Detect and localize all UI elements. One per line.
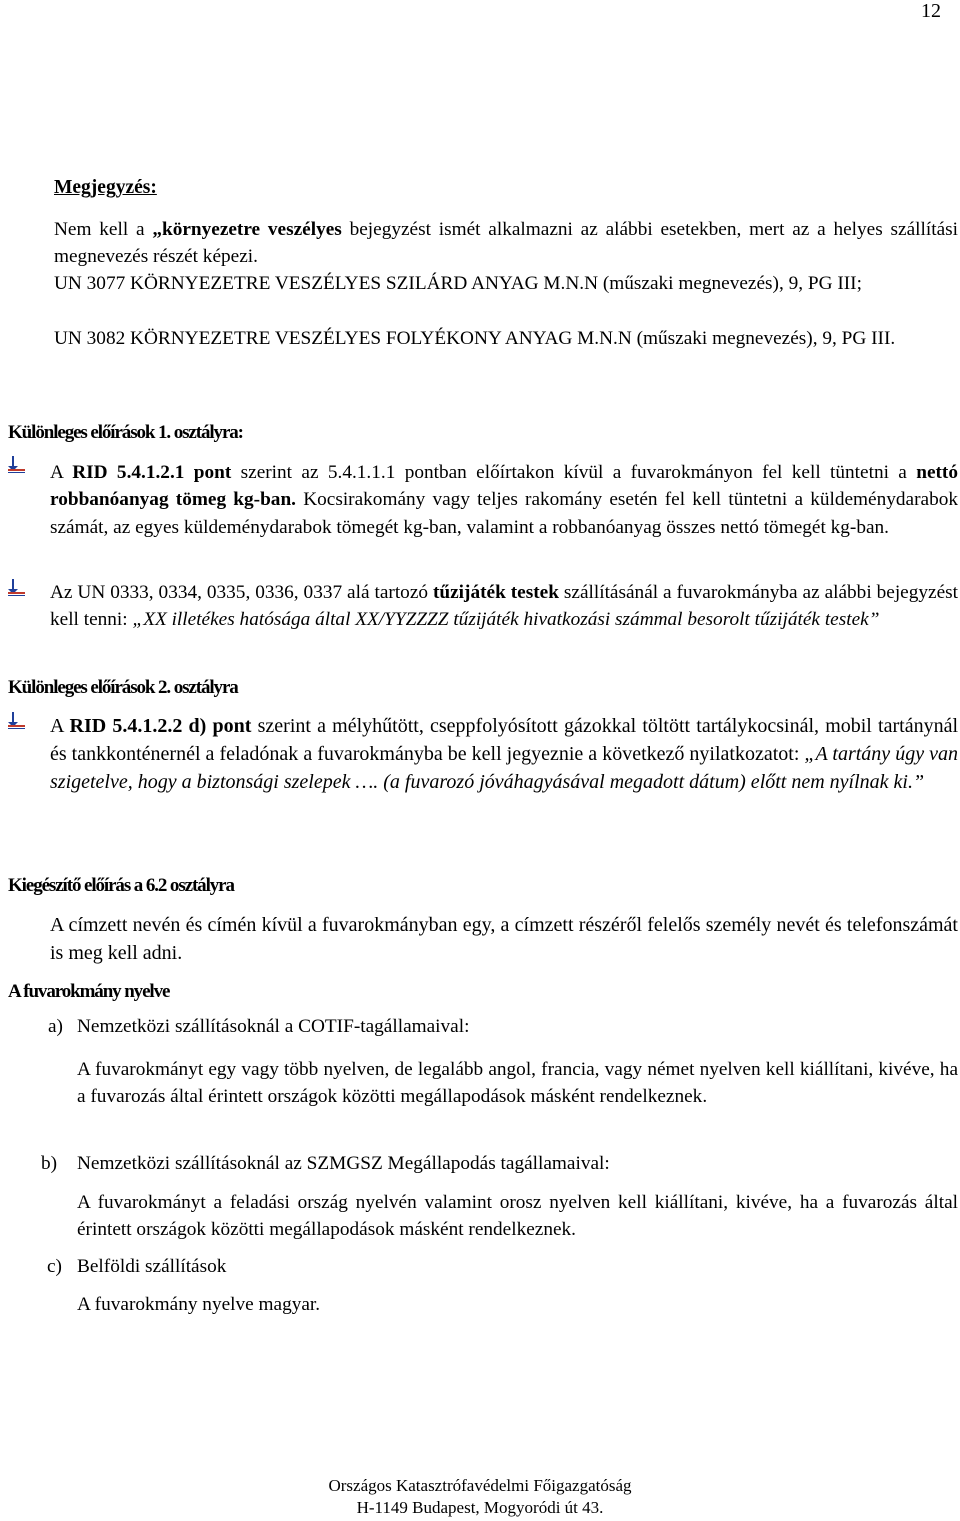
footer-address: H-1149 Budapest, Mogyoródi út 43.: [356, 1498, 604, 1517]
text: szállításánál a fuvarokmányba az alábbi bejegyzést kell tenni:: [50, 582, 959, 631]
section-title-language: A fuvarokmány nyelve: [8, 981, 170, 1002]
text: Az UN 0333, 0334, 0335, 0336, 0337 alá tartozó: [50, 582, 433, 603]
net-mass-emphasis: nettó robbanóanyag tömeg kg-ban.: [50, 462, 958, 511]
text: szerint az 5.4.1.1.1 pontban előírtakon kívül a fuvarokmányon fel kell tüntetni a: [231, 462, 917, 483]
list-label-b: b): [41, 1153, 58, 1174]
list-item-title-c: Belföldi szállítások: [77, 1256, 227, 1277]
required-entry-text: „XX illetékes hatósága által XX/YYZZZZ tűzijáték hivatkozási számmal besorolt tűzijáték testek”: [132, 609, 880, 631]
list-item-text-a: A fuvarokmányt egy vagy több nyelven, de legalább angol, francia, vagy német nyelven kell kiállítani, kivéve, ha a fuvarozás által érintett országok közötti megállapodások másként rendelkeznek.: [77, 1059, 958, 1108]
note-text-start: Nem kell a: [54, 219, 153, 240]
section-title-class1: Különleges előírások 1. osztályra:: [8, 422, 243, 443]
class1-bullet-2: [50, 579, 958, 634]
arrow-bullet-icon: [8, 456, 25, 473]
list-label-c: c): [47, 1256, 62, 1277]
class2-bullet-1: [50, 712, 958, 796]
note-paragraph: [54, 216, 958, 271]
fireworks-emphasis: tűzijáték testek: [432, 582, 559, 603]
note-un3082: UN 3082 KÖRNYEZETRE VESZÉLYES FOLYÉKONY ANYAG M.N.N (műszaki megnevezés), 9, PG III.: [54, 328, 896, 349]
note-un3077: UN 3077 KÖRNYEZETRE VESZÉLYES SZILÁRD ANYAG M.N.N (műszaki megnevezés), 9, PG III;: [54, 273, 862, 294]
declaration-text: „A tartány úgy van szigetelve, hogy a biztonsági szelepek …. (a fuvarozó jóváhagyásával megadott dátum) előtt nem nyílnak ki.”: [50, 743, 958, 793]
list-item-title-a: Nemzetközi szállításoknál a COTIF-tagállamaival:: [77, 1016, 470, 1037]
list-label-a: a): [48, 1016, 63, 1037]
list-item-text-c: A fuvarokmány nyelve magyar.: [77, 1294, 321, 1315]
text: Kocsirakomány vagy teljes rakomány esetén fel kell tüntetni a küldeménydarabok számát, az egyes küldeménydarabok tömegét kg-ban, valamint a robbanóanyag összes nettó tömegét kg-ban.: [50, 489, 958, 538]
note-emphasis: „környezetre veszélyes: [152, 219, 342, 240]
text: A: [50, 462, 73, 483]
section-title-class62: Kiegészítő előírás a 6.2 osztályra: [8, 875, 234, 896]
rid-reference: RID 5.4.1.2.1 pont: [72, 462, 232, 483]
class1-bullet-1: [50, 459, 958, 541]
class62-paragraph: A címzett nevén és címén kívül a fuvarokmányban egy, a címzett részéről felelős személy nevét és telefonszámát is meg kell adni.: [50, 914, 958, 964]
footer-organization: Országos Katasztrófavédelmi Főigazgatóság: [328, 1476, 632, 1495]
list-item-text-b: A fuvarokmányt a feladási ország nyelvén valamint orosz nyelven kell kiállítani, kivéve, ha a fuvarozás által érintett országok közötti megállapodások másként rendelkeznek.: [77, 1192, 958, 1241]
arrow-bullet-icon: [8, 712, 25, 729]
arrow-bullet-icon: [8, 579, 25, 596]
rid-reference: RID 5.4.1.2.2 d) pont: [69, 715, 252, 737]
note-text-end: bejegyzést ismét alkalmazni az alábbi esetekben, mert az a helyes szállítási megnevezés részét képezi.: [54, 219, 958, 268]
page-number: 12: [921, 0, 941, 22]
text: szerint a mélyhűtött, cseppfolyósított gázokkal töltött tartálykocsinál, mobil tartánynál és tankkonténernél a feladónak a fuvarokmányba be kell jegyeznie a következő nyilatkozatot:: [50, 715, 959, 765]
section-title-class2: Különleges előírások 2. osztályra: [8, 677, 238, 698]
note-heading: Megjegyzés:: [54, 177, 157, 198]
text: A: [50, 715, 70, 737]
list-item-title-b: Nemzetközi szállításoknál az SZMGSZ Megállapodás tagállamaival:: [77, 1153, 610, 1174]
